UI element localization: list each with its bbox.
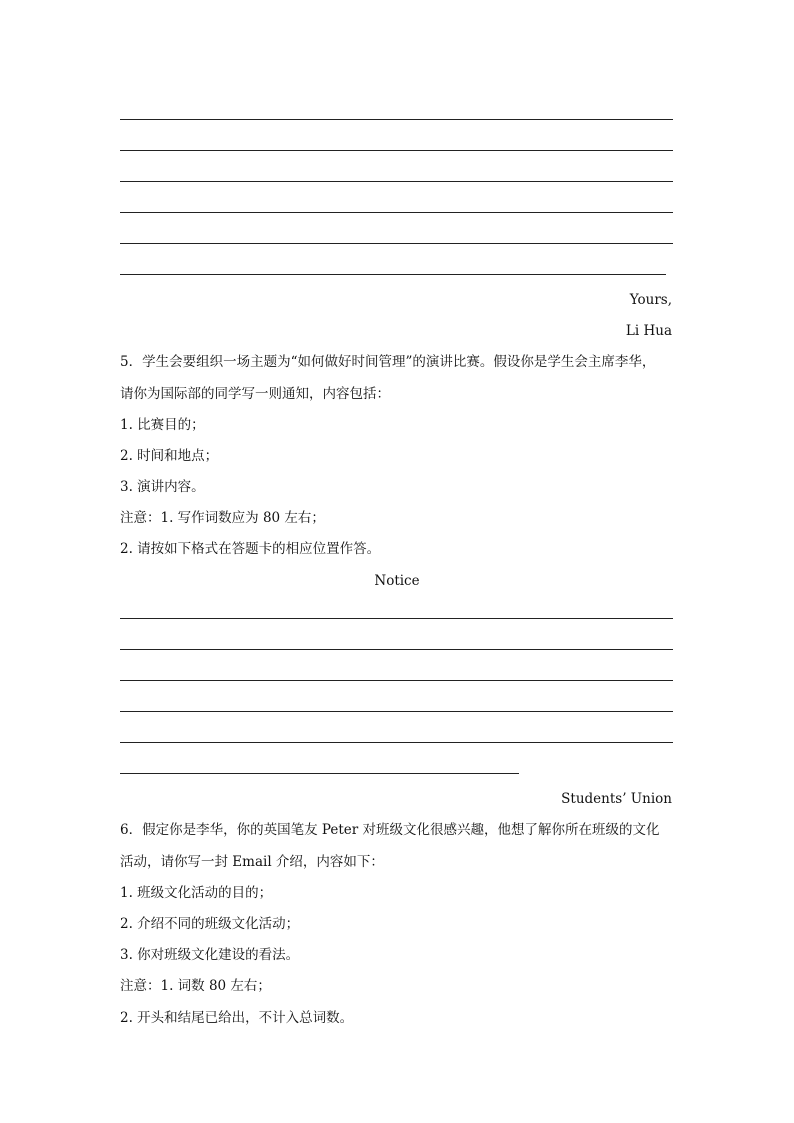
q6-note-2: 2. 开头和结尾已给出，不计入总词数。	[120, 1010, 354, 1026]
answer-line	[120, 274, 666, 275]
answer-line	[120, 243, 673, 244]
q5-note-1: 注意：1. 写作词数应为 80 左右；	[120, 510, 325, 526]
q6-note-1: 注意：1. 词数 80 左右；	[120, 978, 271, 994]
q5-note-2: 2. 请按如下格式在答题卡的相应位置作答。	[120, 541, 381, 557]
answer-line	[120, 119, 673, 120]
q6-item-1: 1. 班级文化活动的目的；	[120, 885, 273, 901]
answer-line	[120, 181, 673, 182]
notice-heading: Notice	[374, 573, 420, 589]
notice-signoff: Students’ Union	[561, 791, 672, 807]
q6-item-2: 2. 介绍不同的班级文化活动；	[120, 916, 300, 932]
q5-prompt-line2: 请你为国际部的同学写一则通知，内容包括：	[120, 386, 390, 402]
answer-line	[120, 618, 673, 619]
q6-prompt-line2: 活动，请你写一封 Email 介绍，内容如下：	[120, 854, 384, 870]
answer-line	[120, 649, 673, 650]
answer-line	[120, 150, 673, 151]
answer-line	[120, 212, 673, 213]
q5-prompt-line1: 5．学生会要组织一场主题为“如何做好时间管理”的演讲比赛。假设你是学生会主席李华，	[120, 354, 656, 370]
q5-item-1: 1. 比赛目的；	[120, 417, 205, 433]
answer-line	[120, 742, 673, 743]
answer-line	[120, 711, 673, 712]
answer-line	[120, 680, 673, 681]
letter-signature: Li Hua	[625, 323, 672, 339]
q5-item-2: 2. 时间和地点；	[120, 448, 219, 464]
answer-line	[120, 773, 519, 774]
letter-closing: Yours,	[629, 292, 672, 308]
q6-item-3: 3. 你对班级文化建设的看法。	[120, 947, 300, 963]
q6-prompt-line1: 6．假定你是李华，你的英国笔友 Peter 对班级文化很感兴趣，他想了解你所在班级的文化	[120, 822, 660, 838]
q5-item-3: 3. 演讲内容。	[120, 479, 205, 495]
